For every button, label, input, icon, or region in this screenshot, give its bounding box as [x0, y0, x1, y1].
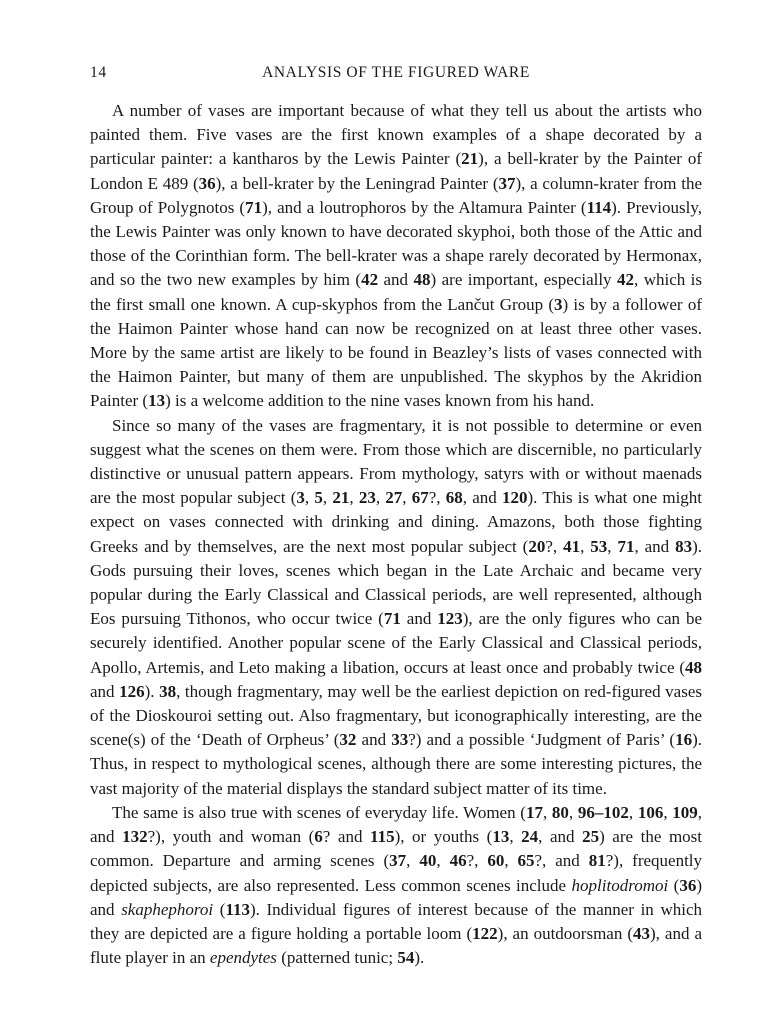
text-run: ?), youth and woman (	[147, 827, 315, 847]
text-run: ), and a loutrophoros by the Altamura Painter (	[262, 197, 587, 217]
text-run: ). Gods pursuing their loves, scenes which began in the Late Archaic and became very popular during the Early Classical and Classical periods, are well represented, although Eos pursuing Tithonos, who occur twice (	[90, 536, 703, 629]
catalogue-number: 25	[582, 827, 600, 847]
text-run: , and	[90, 802, 703, 847]
catalogue-number: 46	[449, 851, 467, 871]
text-run: ,	[663, 802, 673, 822]
text-run: ?) and a possible ‘Judgment of Paris’ (	[408, 730, 676, 750]
text-run: and	[90, 681, 120, 701]
text-run: , and	[634, 536, 676, 556]
catalogue-number: 13	[492, 827, 510, 847]
text-run: , though fragmentary, may well be the earliest depiction on red-figured vases of the Dioskouroi setting out. Also fragmentary, but iconographically interesting, are the scene(s) of the ‘Death of Orpheus’ (	[90, 681, 702, 750]
text-run: ,	[509, 827, 522, 847]
text-run: , which is the first small one known. A cup-skyphos from the Lančut Group (	[90, 270, 703, 314]
text-run: , and	[538, 827, 583, 847]
text-run: ) are important, especially	[430, 270, 617, 290]
catalogue-number: 21	[332, 488, 350, 508]
text-run: ).	[414, 948, 425, 968]
text-run: , and	[462, 488, 503, 508]
text-run: ,	[542, 802, 552, 822]
catalogue-number: 113	[225, 899, 250, 919]
text-run: (	[213, 899, 226, 919]
text-run: ) is a welcome addition to the nine vases known from his hand.	[165, 391, 595, 411]
text-run: ), or youths (	[394, 827, 493, 847]
text-run: ,	[304, 488, 315, 508]
paragraph	[90, 801, 702, 970]
italic-term: hoplitodromoi	[571, 875, 669, 895]
text-run: ,	[406, 851, 420, 871]
text-run: ), a column-krater from the Group of Polygnotos (	[90, 173, 702, 217]
text-run: ) is by a follower of the Haimon Painter whose hand can now be recognized on at least three other vases. More by the same artist are likely to be found in Beazley’s lists of vases connected with the Haimon Painter, but many of them are unpublished. The skyphos by the Akridion Painter (	[90, 294, 702, 411]
catalogue-number: 48	[685, 657, 702, 677]
text-run: ,	[568, 802, 578, 822]
catalogue-number: 43	[633, 923, 651, 943]
catalogue-number: 36	[679, 875, 697, 895]
catalogue-number: 20	[528, 536, 546, 556]
text-run: ). Individual figures of interest because of the manner in which they are depicted are a figure holding a portable loom (	[90, 899, 702, 943]
catalogue-number: 32	[339, 730, 357, 750]
text-run: A number of vases are important because of what they tell us about the artists who painted them. Five vases are the first known examples of a shape decorated by a particular painter: a kantharos by the Lewis Painter (	[90, 101, 702, 169]
paragraph	[90, 99, 702, 414]
text-run: ), are the only figures who can be securely identified. Another popular scene of the Early Classical and Classical periods, Apollo, Artemis, and Leto making a libation, occurs at least once and probably twice (	[90, 609, 703, 677]
catalogue-number: 27	[385, 488, 403, 508]
italic-term: ependytes	[209, 948, 277, 968]
catalogue-number: 71	[617, 536, 635, 556]
catalogue-number: 3	[554, 294, 563, 314]
catalogue-number: 81	[588, 851, 606, 871]
catalogue-number: 40	[419, 851, 437, 871]
catalogue-number: 109	[672, 802, 698, 822]
text-run: (	[668, 875, 680, 895]
catalogue-number: 38	[159, 681, 177, 701]
text-run: ,	[580, 536, 591, 556]
catalogue-number: 123	[437, 609, 463, 629]
text-run: ,	[402, 488, 412, 508]
text-run: ? and	[322, 827, 371, 847]
running-head: ANALYSIS OF THE FIGURED WARE	[262, 64, 530, 81]
catalogue-number: 21	[461, 149, 479, 169]
catalogue-number: 53	[590, 536, 608, 556]
catalogue-number: 54	[397, 948, 415, 968]
text-run: ?,	[466, 851, 488, 871]
catalogue-number: 23	[358, 488, 376, 508]
catalogue-number: 60	[487, 851, 505, 871]
catalogue-number: 83	[675, 536, 693, 556]
catalogue-number: 48	[413, 270, 431, 290]
catalogue-number: 96–102	[577, 802, 629, 822]
text-run: Since so many of the vases are fragmentary, it is not possible to determine or even suggest what the scenes on them were. From those which are discernible, no particularly distinctive or unusual pattern appears. From mythology, satyrs with or without maenads are the most popular subject (	[90, 415, 702, 508]
catalogue-number: 37	[498, 173, 516, 193]
catalogue-number: 65	[517, 851, 535, 871]
text-run: ) and	[90, 875, 702, 919]
text-run: and	[356, 730, 392, 750]
catalogue-number: 71	[245, 197, 263, 217]
text-run: ,	[322, 488, 333, 508]
catalogue-number: 36	[198, 173, 216, 193]
catalogue-number: 67	[411, 488, 429, 508]
text-run: ).	[144, 681, 160, 701]
catalogue-number: 37	[389, 851, 407, 871]
text-run: ,	[349, 488, 359, 508]
text-run: ,	[436, 851, 450, 871]
text-run: ?, and	[534, 851, 589, 871]
catalogue-number: 68	[445, 488, 463, 508]
text-run: ?,	[545, 536, 564, 556]
catalogue-number: 114	[586, 197, 612, 217]
catalogue-number: 24	[521, 827, 539, 847]
catalogue-number: 13	[148, 391, 166, 411]
text-run: ). Previously, the Lewis Painter was only known to have decorated skyphoi, both those of the Attic and those of the Corinthian form. The bell-krater was a shape rarely decorated by Hermonax, and so the two new examples by him (	[90, 197, 703, 290]
catalogue-number: 122	[472, 923, 498, 943]
catalogue-number: 115	[370, 827, 395, 847]
text-run: and	[400, 609, 438, 629]
catalogue-number: 3	[296, 488, 305, 508]
text-run: (patterned tunic;	[276, 948, 398, 968]
catalogue-number: 106	[637, 802, 664, 822]
catalogue-number: 132	[122, 827, 148, 847]
catalogue-number: 17	[525, 802, 543, 822]
italic-term: skaphephoroi	[121, 899, 214, 919]
text-run: ) are the most common. Departure and arming scenes (	[90, 827, 703, 871]
catalogue-number: 33	[391, 730, 409, 750]
catalogue-number: 6	[314, 827, 323, 847]
catalogue-number: 120	[502, 488, 528, 508]
text-run: ,	[628, 802, 638, 822]
text-run: ,	[375, 488, 386, 508]
text-run: and	[378, 270, 414, 290]
catalogue-number: 42	[361, 270, 379, 290]
catalogue-number: 71	[383, 609, 401, 629]
page-header	[90, 64, 702, 84]
catalogue-number: 16	[675, 730, 693, 750]
text-run: ), an outdoorsman (	[497, 923, 634, 943]
page-number: 14	[90, 64, 107, 81]
catalogue-number: 42	[617, 270, 634, 290]
catalogue-number: 126	[119, 681, 145, 701]
paragraph	[90, 414, 702, 801]
catalogue-number: 41	[563, 536, 581, 556]
text-run: ). This is what one might expect on vases connected with drinking and dining. Amazons, both those fighting Greeks and by themselves, are the next most popular subject (	[90, 488, 703, 556]
text-run: ,	[607, 536, 618, 556]
text-run: ), a bell-krater by the Painter of London E 489 (	[90, 149, 702, 193]
text-run: ), a bell-krater by the Leningrad Painter (	[215, 173, 499, 193]
body-text	[90, 99, 702, 970]
catalogue-number: 5	[314, 488, 323, 508]
text-run: ), and a flute player in an	[90, 923, 702, 968]
catalogue-number: 80	[551, 802, 569, 822]
text-run: ?), frequently depicted subjects, are also represented. Less common scenes include	[90, 851, 703, 895]
text-run: ,	[504, 851, 518, 871]
text-run: The same is also true with scenes of everyday life. Women (	[112, 802, 526, 822]
text-run: ). Thus, in respect to mythological scenes, although there are some interesting pictures, the vast majority of the material displays the standard subject matter of its time.	[90, 730, 702, 798]
text-run: ?,	[428, 488, 446, 508]
